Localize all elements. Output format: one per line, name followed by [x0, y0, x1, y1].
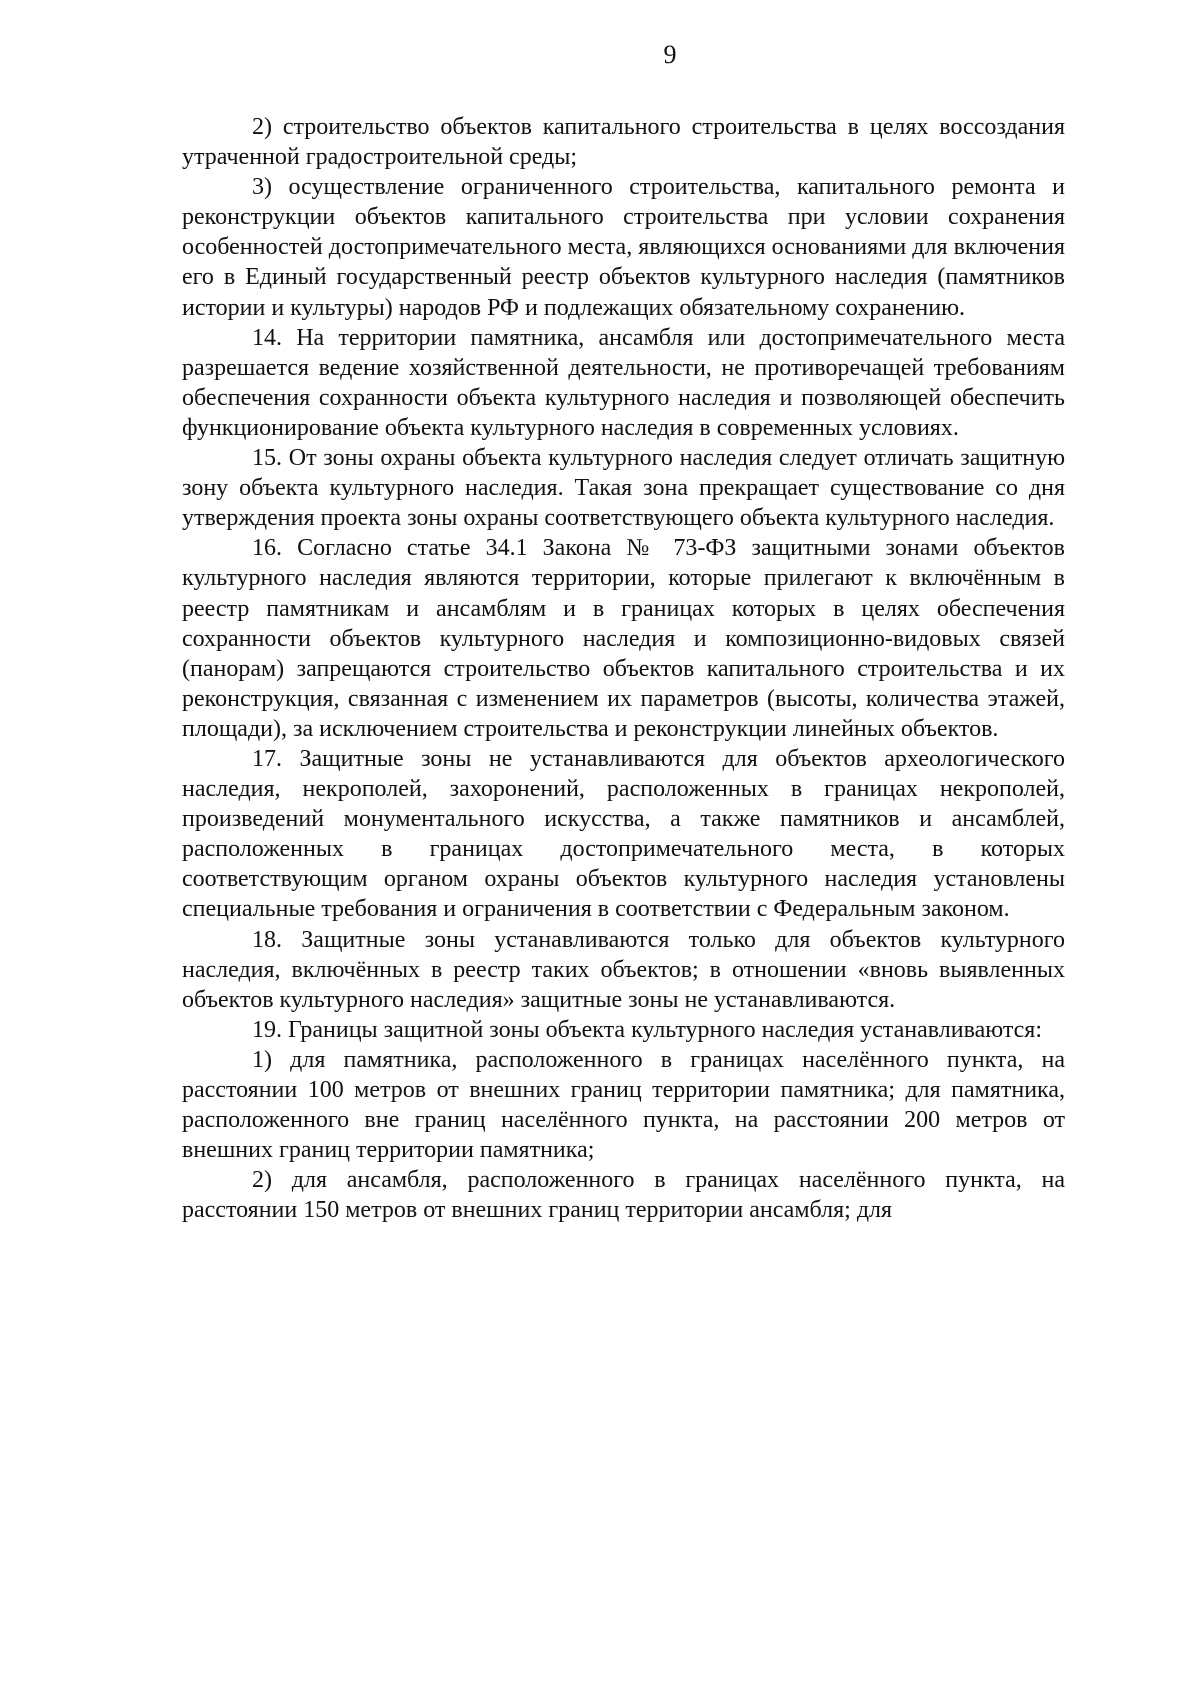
- paragraph-19-2-ensemble: 2) для ансамбля, расположенного в границах населённого пункта, на расстоянии 150 метров от внешних границ территории ансамбля; для: [182, 1167, 1065, 1224]
- paragraph-19-1-monument: 1) для памятника, расположенного в границах населённого пункта, на расстоянии 100 метров от внешних границ территории памятника; для памятника, расположенного вне границ населённого пункта, на расстоянии 200 метров от внешних границ территории памятника;: [182, 1046, 1065, 1164]
- paragraph-18-registry: 18. Защитные зоны устанавливаются только для объектов культурного наследия, включённых в реестр таких объектов; в отношении «вновь выявленных объектов культурного наследия» защитные зоны не устанавливаются.: [182, 926, 1065, 1013]
- paragraph-15-protective-zone: 15. От зоны охраны объекта культурного наследия следует отличать защитную зону объекта культурного наследия. Такая зона прекращает существование со дня утверждения проекта зоны охраны соответствующего объекта культурного наследия.: [182, 445, 1065, 532]
- paragraph-14-economic-activity: 14. На территории памятника, ансамбля или достопримечательного места разрешается ведение хозяйственной деятельности, не противоречащей требованиям обеспечения сохранности объекта культурного наследия и позволяющей обеспечить функционирование объекта культурного наследия в современных условиях.: [182, 324, 1065, 441]
- document-body: [182, 112, 1065, 1225]
- paragraph-16-article-34-1: 16. Согласно статье 34.1 Закона № 73-ФЗ защитными зонами объектов культурного наследия являются территории, которые прилегают к включённым в реестр памятникам и ансамблям и в границах которых в целях обеспечения сохранности объектов культурного наследия и композиционно-видовых связей (панорам) запрещаются строительство объектов капитального строительства и их реконструкция, связанная с изменением их параметров (высоты, количества этажей, площади), за исключением строительства и реконструкции линейных объектов.: [182, 535, 1065, 742]
- paragraph-3-limited-construction: 3) осуществление ограниченного строительства, капитального ремонта и реконструкции объектов капитального строительства при условии сохранения особенностей достопримечательного места, являющихся основаниями для включения его в Единый государственный реестр объектов культурного наследия (памятников истории и культуры) народов РФ и подлежащих обязательному сохранению.: [182, 174, 1065, 321]
- paragraph-19-boundaries: 19. Границы защитной зоны объекта культурного наследия устанавливаются:: [252, 1016, 1042, 1043]
- paragraph-17-exceptions: 17. Защитные зоны не устанавливаются для объектов археологического наследия, некрополей, захоронений, расположенных в границах некрополей, произведений монументального искусства, а также памятников и ансамблей, расположенных в границах достопримечательного места, в которых соответствующим органом охраны объектов культурного наследия установлены специальные требования и ограничения в соответствии с Федеральным законом.: [182, 745, 1065, 923]
- paragraph-2-construction: 2) строительство объектов капитального строительства в целях воссоздания утраченной градостроительной среды;: [182, 114, 1065, 171]
- page-number: 9: [663, 40, 677, 69]
